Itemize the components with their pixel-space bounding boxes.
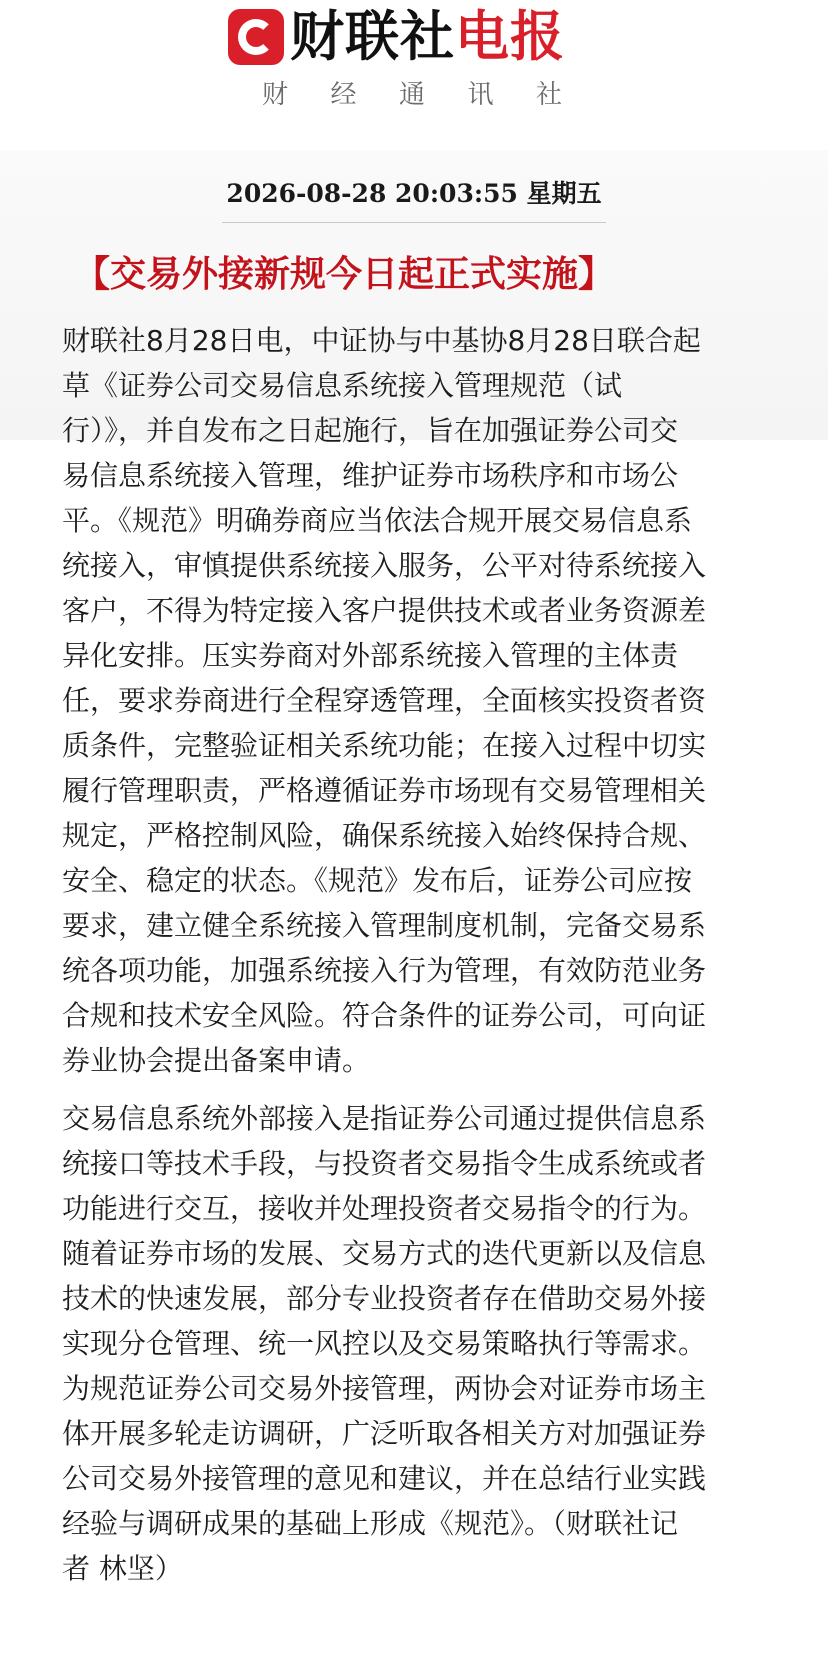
paragraph-line: 随着证券市场的发展、交易方式的迭代更新以及信息 bbox=[62, 1237, 707, 1270]
brand-logo bbox=[228, 6, 565, 68]
paragraph-line: 草《证券公司交易信息系统接入管理规范（试 bbox=[62, 369, 623, 402]
paragraph-line: 行）》，并自发布之日起施行，旨在加强证券公司交 bbox=[62, 414, 679, 447]
logo-text-cailianshe: 财联社 bbox=[290, 5, 455, 68]
paragraph-line: 质条件，完整验证相关系统功能；在接入过程中切实 bbox=[62, 729, 707, 762]
paragraph-line: 功能进行交互，接收并处理投资者交易指令的行为。 bbox=[62, 1192, 707, 1225]
paragraph-line: 安全、稳定的状态。《规范》发布后，证券公司应按 bbox=[62, 864, 693, 897]
paragraph-line: 统各项功能，加强系统接入行为管理，有效防范业务 bbox=[62, 954, 707, 987]
publish-datetime: 2026-08-28 20:03:55 星期五 bbox=[226, 179, 602, 208]
paragraph-line: 易信息系统接入管理，维护证券市场秩序和市场公 bbox=[62, 459, 679, 492]
paragraph-line: 客户，不得为特定接入客户提供技术或者业务资源差 bbox=[62, 594, 707, 627]
paragraph-line: 要求，建立健全系统接入管理制度机制，完备交易系 bbox=[62, 909, 707, 942]
paragraph-line: 交易信息系统外部接入是指证券公司通过提供信息系 bbox=[62, 1102, 707, 1135]
tagline-char: 社 bbox=[535, 80, 562, 110]
article-paragraph-1 bbox=[62, 318, 706, 1083]
paragraph-line: 规定，严格控制风险，确保系统接入始终保持合规、 bbox=[62, 819, 707, 852]
tagline-char: 讯 bbox=[467, 80, 494, 110]
tagline-char: 经 bbox=[330, 80, 357, 110]
paragraph-line: 公司交易外接管理的意见和建议，并在总结行业实践 bbox=[62, 1462, 707, 1495]
logo-text-dianbao: 电报 bbox=[455, 5, 565, 68]
tagline-char: 财 bbox=[262, 80, 289, 110]
datetime-divider bbox=[222, 222, 606, 223]
tagline-char: 通 bbox=[398, 80, 425, 110]
paragraph-line: 经验与调研成果的基础上形成《规范》。（财联社记 bbox=[62, 1507, 679, 1540]
paragraph-line: 券业协会提出备案申请。 bbox=[62, 1044, 371, 1077]
cls-c-logo-icon bbox=[228, 9, 284, 65]
paragraph-line: 为规范证券公司交易外接管理，两协会对证券市场主 bbox=[62, 1372, 707, 1405]
article-headline: 【交易外接新规今日起正式实施】 bbox=[74, 253, 615, 295]
paragraph-line: 异化安排。压实券商对外部系统接入管理的主体责 bbox=[62, 639, 679, 672]
paragraph-line: 平。《规范》明确券商应当依法合规开展交易信息系 bbox=[62, 504, 693, 537]
paragraph-line: 实现分仓管理、统一风控以及交易策略执行等需求。 bbox=[62, 1327, 707, 1360]
article-paragraph-2 bbox=[62, 1096, 706, 1591]
paragraph-line: 技术的快速发展，部分专业投资者存在借助交易外接 bbox=[62, 1282, 707, 1315]
paragraph-line: 履行管理职责，严格遵循证券市场现有交易管理相关 bbox=[62, 774, 707, 807]
paragraph-line: 体开展多轮走访调研，广泛听取各相关方对加强证券 bbox=[62, 1417, 707, 1450]
tagline bbox=[262, 78, 562, 112]
paragraph-line: 统接口等技术手段，与投资者交易指令生成系统或者 bbox=[62, 1147, 707, 1180]
paragraph-line: 财联社8月28日电，中证协与中基协8月28日联合起 bbox=[62, 324, 701, 357]
paragraph-line: 任，要求券商进行全程穿透管理，全面核实投资者资 bbox=[62, 684, 707, 717]
paragraph-line: 合规和技术安全风险。符合条件的证券公司，可向证 bbox=[62, 999, 707, 1032]
paragraph-line: 统接入，审慎提供系统接入服务，公平对待系统接入 bbox=[62, 549, 707, 582]
paragraph-line: 者 林坚） bbox=[62, 1552, 183, 1585]
header bbox=[0, 0, 828, 140]
